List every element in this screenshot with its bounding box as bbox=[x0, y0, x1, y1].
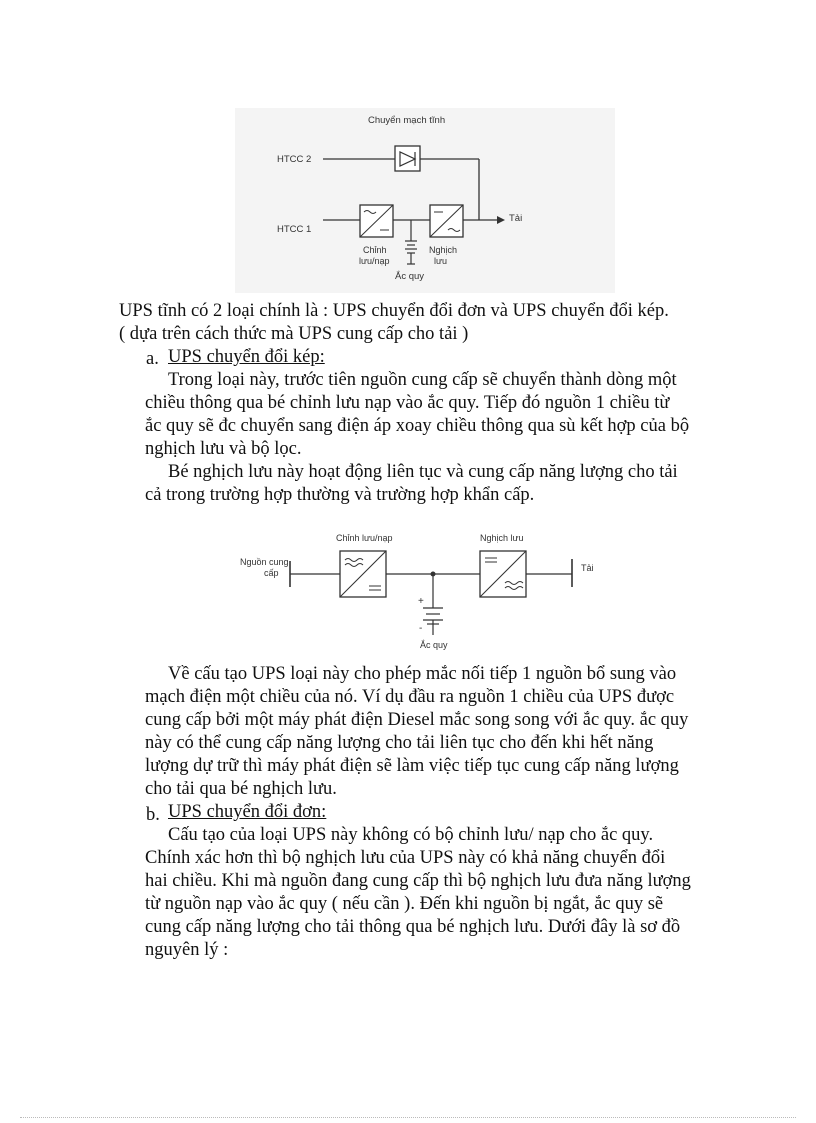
label-battery: Ắc quy bbox=[395, 271, 425, 282]
section-b-marker: b. bbox=[146, 805, 160, 825]
label-load: Tải bbox=[581, 563, 594, 573]
section-b-line-1: Cấu tạo của loại UPS này không có bộ chỉnh lưu/ nạp cho ắc quy. bbox=[168, 825, 654, 845]
ups-static-switch-diagram bbox=[235, 108, 615, 293]
para3-line-5: lượng dự trữ thì máy phát điện sẽ làm việc tiếp tục cung cấp năng lượng bbox=[145, 756, 679, 776]
section-a-para1-line-2: chiều thông qua bé chỉnh lưu nạp vào ắc quy. Tiếp đó nguồn 1 chiều từ bbox=[145, 393, 670, 413]
page-bottom-divider bbox=[20, 1117, 796, 1118]
label-htcc2: HTCC 2 bbox=[277, 154, 312, 165]
para3-line-2: mạch điện một chiều của nó. Ví dụ đầu ra nguồn 1 chiều của UPS được bbox=[145, 687, 675, 707]
section-a-para1-line-3: ắc quy sẽ đc chuyển sang điện áp xoay chiều thông qua sù kết hợp của bộ bbox=[145, 416, 690, 436]
label-rectifier-1: Chỉnh bbox=[363, 245, 387, 255]
section-a-marker: a. bbox=[146, 349, 159, 369]
section-b-title: UPS chuyển đổi đơn: bbox=[168, 802, 327, 822]
para3-line-3: cung cấp bởi một máy phát điện Diesel mắc song song với ắc quy. ắc quy bbox=[145, 710, 689, 730]
section-a-title: UPS chuyển đổi kép: bbox=[168, 347, 325, 367]
section-b-line-6: nguyên lý : bbox=[145, 940, 229, 960]
label-htcc1: HTCC 1 bbox=[277, 224, 312, 235]
para3-line-1: Về cấu tạo UPS loại này cho phép mắc nối tiếp 1 nguồn bổ sung vào bbox=[168, 664, 677, 684]
section-b-line-5: cung cấp năng lượng cho tải thông qua bé nghịch lưu. Dưới đây là sơ đồ bbox=[145, 917, 681, 937]
section-a-para2-line-2: cả trong trường hợp thường và trường hợp khẩn cấp. bbox=[145, 485, 535, 505]
double-conversion-diagram bbox=[232, 525, 612, 655]
section-a-para2-line-1: Bé nghịch lưu này hoạt động liên tục và cung cấp năng lượng cho tải bbox=[168, 462, 678, 482]
label-minus: - bbox=[419, 623, 423, 634]
label-static-switch: Chuyển mạch tĩnh bbox=[368, 115, 446, 126]
intro-line-1: UPS tĩnh có 2 loại chính là : UPS chuyển đổi đơn và UPS chuyển đổi kép. bbox=[119, 301, 669, 321]
label-battery: Ắc quy bbox=[420, 640, 448, 650]
label-rectifier: Chỉnh lưu/nạp bbox=[336, 533, 393, 543]
section-a-para1-line-4: nghịch lưu và bộ lọc. bbox=[145, 439, 302, 459]
label-source-1: Nguồn cung bbox=[240, 557, 289, 567]
section-b-line-2: Chính xác hơn thì bộ nghịch lưu của UPS này có khả năng chuyển đổi bbox=[145, 848, 666, 868]
static-switch-box bbox=[395, 146, 420, 171]
label-inverter-1: Nghịch bbox=[429, 245, 458, 255]
para3-line-4: này có thể cung cấp năng lượng cho tải liên tục cho đến khi hết năng bbox=[145, 733, 654, 753]
label-plus: + bbox=[418, 596, 424, 607]
para3-line-6: cho tải qua bé nghịch lưu. bbox=[145, 779, 337, 799]
label-inverter: Nghịch lưu bbox=[480, 533, 524, 543]
section-b-line-3: hai chiều. Khi mà nguồn đang cung cấp thì bộ nghịch lưu đưa năng lượng bbox=[145, 871, 691, 891]
label-rectifier-2: lưu/nạp bbox=[359, 256, 390, 266]
section-a-para1-line-1: Trong loại này, trước tiên nguồn cung cấp sẽ chuyển thành dòng một bbox=[168, 370, 677, 390]
label-source-2: cấp bbox=[264, 568, 279, 578]
label-load: Tải bbox=[509, 213, 523, 224]
label-inverter-2: lưu bbox=[434, 256, 448, 266]
section-b-line-4: từ nguồn nạp vào ắc quy ( nếu cần ). Đến khi nguồn bị ngắt, ắc quy sẽ bbox=[145, 894, 664, 914]
intro-line-2: ( dựa trên cách thức mà UPS cung cấp cho tải ) bbox=[119, 324, 469, 344]
